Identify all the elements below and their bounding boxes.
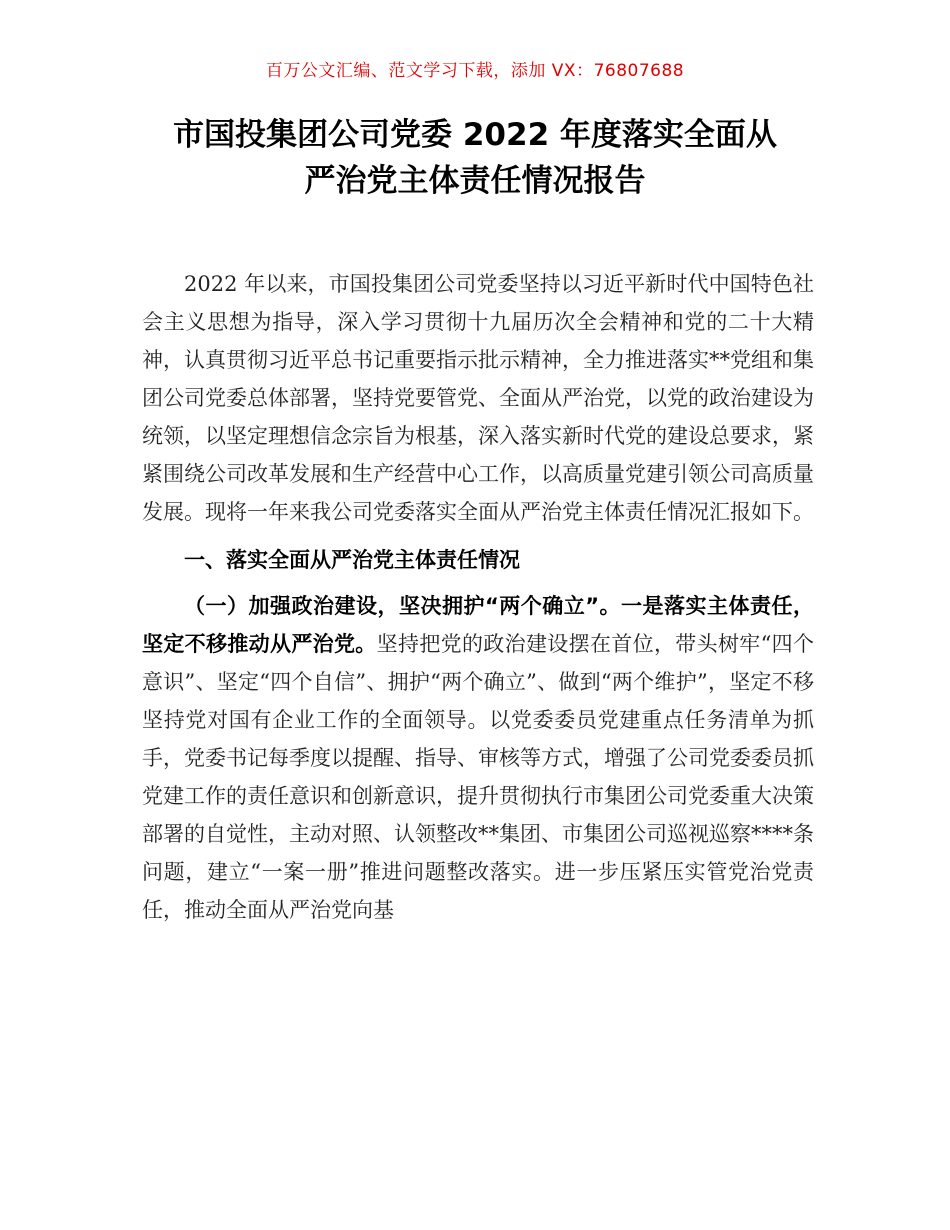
subsection-text: 坚持把党的政治建设摆在首位，带头树牢“四个意识”、坚定“四个自信”、拥护“两个确立”、做到“两个维护”，坚定不移坚持党对国有企业工作的全面领导。以党委委员党建重点任务清单为抓手，党委书记每季度以提醒、指导、审核等方式，增强了公司党委委员抓党建工作的责任意识和创新意识，提升贯彻执行市集团公司党委重大决策部署的自觉性，主动对照、认领整改**集团、市集团公司巡视巡察****条问题，建立“一案一册”推进问题整改落实。进一步压紧压实管党治党责任，推动全面从严治党向基	[142, 632, 815, 922]
title-line-2: 严治党主体责任情况报告	[304, 163, 646, 199]
document-body	[142, 265, 814, 929]
promo-banner: 百万公文汇编、范文学习下载，添加 VX：76807688	[265, 61, 685, 81]
subsection-bold-lead: （一）加强政治建设，坚决拥护“两个确立”。一是落实主体责任，坚定不移推动从严治党。	[142, 594, 814, 656]
document-title	[100, 112, 850, 204]
intro-paragraph: 2022 年以来，市国投集团公司党委坚持以习近平新时代中国特色社会主义思想为指导，深入学习贯彻十九届历次全会精神和党的二十大精神，认真贯彻习近平总书记重要指示批示精神，全力推进落实**党组和集团公司党委总体部署，坚持党要管党、全面从严治党，以党的政治建设为统领，以坚定理想信念宗旨为根基，深入落实新时代党的建设总要求，紧紧围绕公司改革发展和生产经营中心工作，以高质量党建引领公司高质量发展。现将一年来我公司党委落实全面从严治党主体责任情况汇报如下。	[142, 272, 814, 524]
section-heading: 一、落实全面从严治党主体责任情况	[184, 548, 520, 572]
subsection-paragraph	[142, 587, 814, 929]
title-line-1: 市国投集团公司党委 2022 年度落实全面从	[173, 117, 777, 153]
